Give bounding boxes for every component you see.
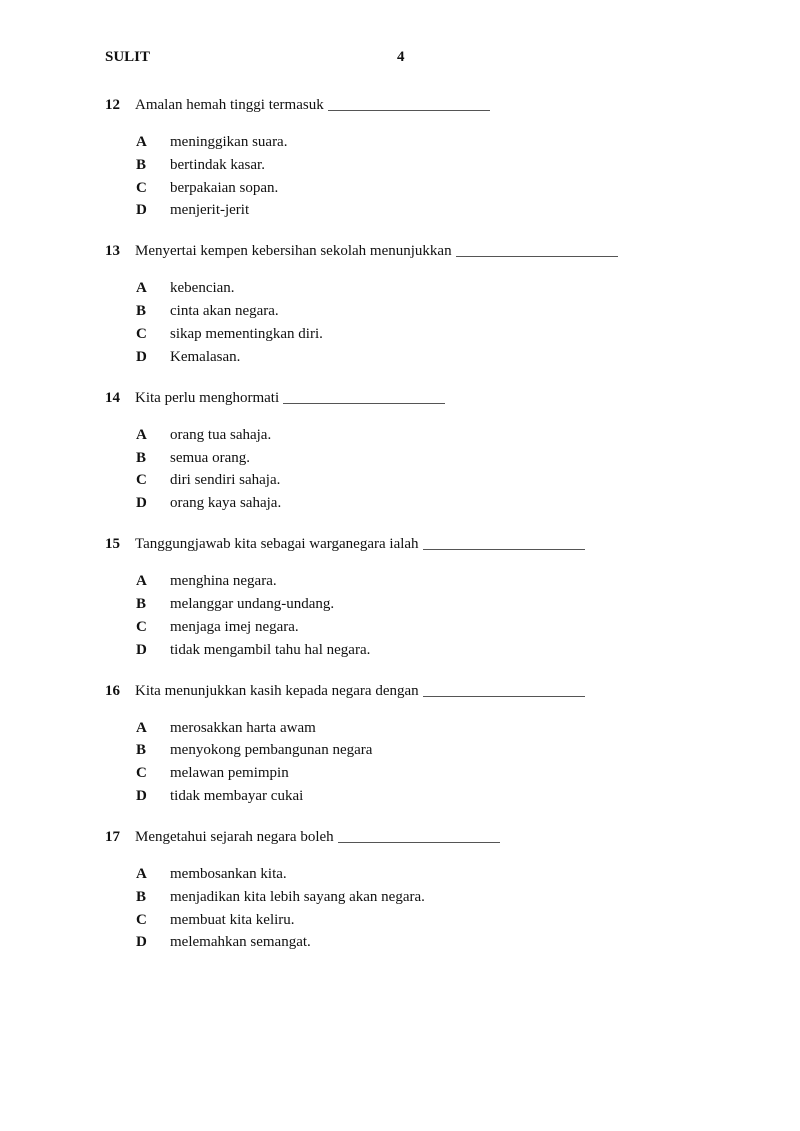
option-text: menghina negara. <box>170 573 277 590</box>
option-letter: B <box>136 156 147 173</box>
option-text: kebencian. <box>170 280 235 297</box>
option-letter: C <box>136 179 147 196</box>
option-letter: C <box>136 911 147 928</box>
option-letter: A <box>136 719 147 736</box>
option-text: cinta akan negara. <box>170 303 279 320</box>
question-number: 16 <box>105 682 120 699</box>
option-text: orang tua sahaja. <box>170 426 272 443</box>
option-text: berpakaian sopan. <box>170 179 279 196</box>
question-17 <box>105 829 745 975</box>
option-text: merosakkan harta awam <box>170 719 316 736</box>
page-header <box>105 49 705 69</box>
option-text: orang kaya sahaja. <box>170 495 282 512</box>
option-text: diri sendiri sahaja. <box>170 472 281 489</box>
option-text: membosankan kita. <box>170 865 287 882</box>
option-letter: D <box>136 495 147 512</box>
question-number: 17 <box>105 828 120 845</box>
question-text: Kita perlu menghormati <box>135 389 280 406</box>
option-text: Kemalasan. <box>170 348 241 365</box>
page-number: 4 <box>397 49 405 65</box>
question-text: Amalan hemah tinggi termasuk <box>135 97 324 113</box>
option-letter: D <box>136 934 147 951</box>
question-text: Menyertai kempen kebersihan sekolah menunjukkan <box>135 243 452 260</box>
option-letter: D <box>136 202 147 219</box>
question-stem <box>105 536 745 556</box>
answer-blank <box>423 695 585 697</box>
option-letter: D <box>136 641 147 658</box>
option-text: tidak mengambil tahu hal negara. <box>170 641 371 658</box>
option-letter: B <box>136 742 147 759</box>
option-letter: B <box>136 595 147 612</box>
question-stem <box>105 97 745 117</box>
option-letter: C <box>136 618 147 635</box>
option-text: melanggar undang-undang. <box>170 595 335 612</box>
option-letter: B <box>136 888 147 905</box>
option-letter: D <box>136 787 147 804</box>
question-14 <box>105 390 745 536</box>
question-number: 15 <box>105 536 120 553</box>
question-number: 14 <box>105 389 120 406</box>
option-letter: A <box>136 280 147 297</box>
answer-blank <box>328 109 490 111</box>
question-number: 13 <box>105 243 120 260</box>
option-text: sikap mementingkan diri. <box>170 325 323 342</box>
option-text: tidak membayar cukai <box>170 787 304 804</box>
option-text: menyokong pembangunan negara <box>170 742 373 759</box>
question-13 <box>105 243 745 389</box>
option-letter: A <box>136 134 147 150</box>
question-stem <box>105 390 745 410</box>
option-letter: B <box>136 303 147 320</box>
option-letter: A <box>136 573 147 590</box>
question-12 <box>105 97 745 243</box>
question-list <box>105 97 745 975</box>
option-text: menjaga imej negara. <box>170 618 299 635</box>
question-16 <box>105 683 745 829</box>
answer-blank <box>423 548 585 550</box>
option-text: menjadikan kita lebih sayang akan negara. <box>170 888 425 905</box>
question-stem <box>105 829 745 849</box>
option-text: menjerit-jerit <box>170 202 250 219</box>
answer-blank <box>283 402 445 404</box>
option-text: melawan pemimpin <box>170 765 289 782</box>
answer-blank <box>456 255 618 257</box>
option-text: membuat kita keliru. <box>170 911 295 928</box>
option-letter: B <box>136 449 147 466</box>
question-stem <box>105 243 745 263</box>
question-text: Mengetahui sejarah negara boleh <box>135 828 334 845</box>
question-text: Tanggungjawab kita sebagai warganegara ialah <box>135 536 419 553</box>
question-text: Kita menunjukkan kasih kepada negara dengan <box>135 682 419 699</box>
option-letter: C <box>136 472 147 489</box>
option-text: bertindak kasar. <box>170 156 265 173</box>
question-number: 12 <box>105 97 120 113</box>
option-letter: D <box>136 348 147 365</box>
option-text: melemahkan semangat. <box>170 934 311 951</box>
question-stem <box>105 683 745 703</box>
option-letter: A <box>136 426 147 443</box>
question-15 <box>105 536 745 682</box>
classification-label: SULIT <box>105 49 151 65</box>
option-letter: A <box>136 865 147 882</box>
answer-blank <box>338 841 500 843</box>
option-letter: C <box>136 765 147 782</box>
option-letter: C <box>136 325 147 342</box>
option-text: semua orang. <box>170 449 250 466</box>
option-text: meninggikan suara. <box>170 134 288 150</box>
